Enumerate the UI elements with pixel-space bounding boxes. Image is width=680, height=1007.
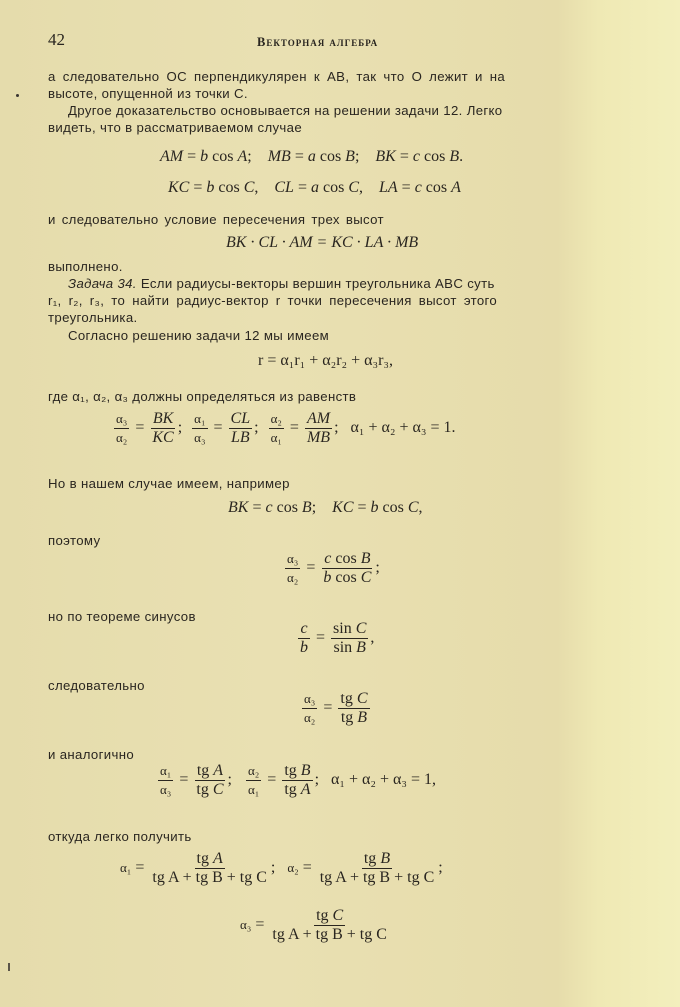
fraction: $\frac{\text{α₁}}{\text{α₃}}$ bbox=[194, 411, 206, 445]
text-line: Согласно решению задачи 12 мы имеем bbox=[68, 328, 330, 343]
fraction: $\frac{\text{α₃}}{\text{α₂}}$ bbox=[287, 551, 299, 585]
math-term: MB bbox=[267, 148, 291, 165]
fraction: $\frac{BK}{KC}$ bbox=[152, 410, 174, 446]
text-line: r₁, r₂, r₃, то найти радиус-вектор r точки пересечения высот этого bbox=[48, 293, 498, 308]
text-line: а следовательно ОС перпендикулярен к АВ, так что О лежит и на bbox=[48, 69, 506, 84]
math-term: BK bbox=[375, 148, 396, 165]
math-term: AM bbox=[160, 148, 184, 165]
equation: AM = b cos A; MB = a cos B; BK = c cos B. bbox=[160, 148, 464, 165]
text-line: и следовательно условие пересечения трех высот bbox=[48, 212, 384, 227]
equation: $\frac{\text{α₃}}{\text{α₂}}$ = $\frac{BK}{KC}$ ; $\frac{\text{α₁}}{\text{α₃}}$ = $\frac{CL}{LB}$ ; $\frac{\text{α₂}}{\text{α₁}}$ = $\frac{AM}{MB}$ ; α₁ + α₂ + α₃ = 1. bbox=[116, 410, 456, 446]
equation: KC = b cos C, CL = a cos C, LA = c cos A bbox=[168, 179, 461, 196]
fraction: $\frac{\text{sin C}}{\text{sin B}}$ bbox=[333, 620, 367, 656]
math-term: α₁ + α₂ + α₃ = 1 bbox=[331, 771, 432, 789]
fraction: $\frac{\text{α₁}}{\text{α₃}}$ bbox=[160, 763, 172, 797]
fraction: $\frac{\text{α₂}}{\text{α₁}}$ bbox=[270, 411, 282, 445]
page-number: 42 bbox=[48, 30, 65, 49]
scan-mark bbox=[8, 963, 10, 971]
fraction: $\frac{\text{α₂}}{\text{α₁}}$ bbox=[247, 763, 260, 797]
text-line: выполнено. bbox=[48, 259, 123, 274]
text-line: поэтому bbox=[48, 533, 101, 548]
fraction: $\frac{\text{tg C}}{\text{tg A + tg B + tg C}}$ bbox=[272, 907, 387, 943]
text-line: и аналогично bbox=[48, 747, 135, 762]
text-span: Если радиусы-векторы вершин треугольника ABC суть bbox=[140, 276, 495, 291]
text-line: но по теореме синусов bbox=[48, 609, 196, 624]
fraction: $\frac{\text{tg B}}{\text{tg A}}$ bbox=[284, 762, 311, 798]
running-title: Векторная алгебра bbox=[257, 35, 379, 49]
equation: BK · CL · AM = KC · LA · MB bbox=[226, 234, 419, 251]
equation: $\frac{\text{α₃}}{\text{α₂}}$ = $\frac{\text{c cos B}}{\text{b cos C}}$ ; bbox=[287, 550, 380, 586]
fraction: $\frac{\text{tg A}}{\text{tg C}}$ bbox=[196, 762, 224, 798]
equation: α₁ = $\frac{\text{tg A}}{\text{tg A + tg B + tg C}}$ ; α₂ = $\frac{\text{tg B}}{\text{tg A + tg B + tg C}}$ ; bbox=[120, 850, 443, 886]
text-line: видеть, что в рассматриваемом случае bbox=[48, 120, 303, 135]
fraction: $\frac{\text{α₃}}{\text{α₂}}$ bbox=[304, 691, 316, 725]
equation: α₃ = $\frac{\text{tg C}}{\text{tg A + tg B + tg C}}$ bbox=[240, 907, 387, 943]
task-label: Задача 34. bbox=[68, 276, 137, 291]
text-line: следовательно bbox=[48, 678, 145, 693]
math-term: α₁ + α₂ + α₃ = 1 bbox=[350, 419, 452, 437]
text-line: Другое доказательство основывается на решении задачи 12. Легко bbox=[68, 103, 503, 118]
fraction: $\frac{\text{tg B}}{\text{tg A + tg B + tg C}}$ bbox=[319, 850, 435, 886]
equation: $\frac{c}{b}$ = $\frac{\text{sin C}}{\text{sin B}}$ , bbox=[300, 620, 375, 656]
equation: BK = c cos B; KC = b cos C, bbox=[228, 499, 423, 516]
fraction: $\frac{\text{α₃}}{\text{α₂}}$ bbox=[116, 411, 128, 445]
math-term: LA bbox=[378, 179, 398, 196]
text-line bbox=[68, 275, 495, 292]
equation: $\frac{\text{α₃}}{\text{α₂}}$ = $\frac{\text{tg C}}{\text{tg B}}$ bbox=[304, 690, 368, 726]
fraction: $\frac{\text{c cos B}}{\text{b cos C}}$ bbox=[323, 550, 372, 586]
fraction: $\frac{\text{tg C}}{\text{tg B}}$ bbox=[340, 690, 368, 726]
text-line: Но в нашем случае имеем, например bbox=[48, 476, 290, 491]
text-line: откуда легко получить bbox=[48, 829, 192, 844]
equation: $\frac{\text{α₁}}{\text{α₃}}$ = $\frac{\text{tg A}}{\text{tg C}}$ ; $\frac{\text{α₂}}{\text{α₁}}$ = $\frac{\text{tg B}}{\text{tg A}}$ ; α₁ + α₂ + α₃ = 1, bbox=[160, 762, 436, 798]
math-term: CL bbox=[274, 179, 294, 196]
fraction: $\frac{c}{b}$ bbox=[300, 620, 308, 656]
math-term: KC bbox=[168, 179, 190, 196]
fraction: $\frac{\text{tg A}}{\text{tg A + tg B + tg C}}$ bbox=[152, 850, 267, 886]
equation: r = α₁r₁ + α₂r₂ + α₃r₃, bbox=[258, 352, 393, 369]
text-line: где α₁, α₂, α₃ должны определяться из равенств bbox=[48, 389, 357, 404]
fraction: $\frac{AM}{MB}$ bbox=[306, 410, 331, 446]
text-line: высоте, опущенной из точки С. bbox=[48, 86, 248, 101]
fraction: $\frac{CL}{LB}$ bbox=[230, 410, 251, 446]
text-line: треугольника. bbox=[48, 310, 138, 325]
scan-speck bbox=[16, 94, 19, 97]
